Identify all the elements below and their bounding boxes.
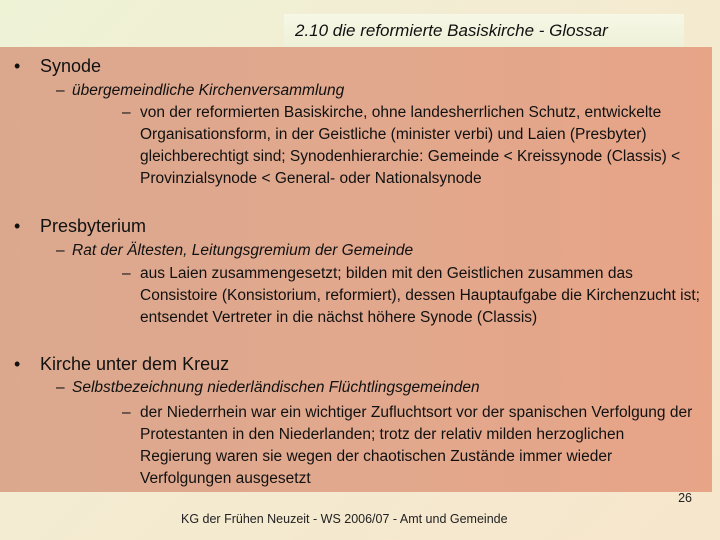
dash-icon: – (122, 265, 131, 282)
detail-kirche-unter-dem-kreuz (122, 402, 700, 490)
slide-footer: KG der Frühen Neuzeit - WS 2006/07 - Amt und Gemeinde (181, 512, 508, 526)
term-kirche-unter-dem-kreuz (14, 354, 230, 375)
detail-presbyterium (122, 263, 700, 329)
detail-text: der Niederrhein war ein wichtiger Zufluchtsort vor der spanischen Verfolgung der Protestanten in den Niederlanden; trotz der relativ milden herzoglichen Regierung waren sie wegen der chaotischen Zustände immer wieder Verfolgungen ausgesetzt (140, 404, 693, 487)
slide-title: 2.10 die reformierte Basiskirche - Glossar (295, 21, 608, 40)
dash-icon: – (56, 242, 65, 259)
term-synode (14, 56, 102, 77)
detail-text: von der reformierten Basiskirche, ohne landesherrlichen Schutz, entwickelte Organisationsform, in der Geistliche (minister verbi) und Laien (Presbyter) gleichberechtigt sind; Synodenhierarchie: Gemeinde < Kreissynode (Classis) < Provinzialsynode < General- oder Nationalsynode (140, 104, 681, 187)
term-label: Kirche unter dem Kreuz (40, 354, 230, 374)
term-presbyterium (14, 216, 147, 237)
definition-label: Selbstbezeichnung niederländischen Flüchtlingsgemeinden (72, 379, 480, 396)
definition-synode (56, 82, 345, 100)
content-area (0, 47, 712, 492)
page-number: 26 (678, 491, 692, 505)
dash-icon: – (56, 82, 65, 99)
dash-icon: – (56, 379, 65, 396)
title-box (284, 14, 684, 47)
bullet-icon: • (14, 56, 21, 76)
detail-synode (122, 102, 700, 190)
definition-kirche-unter-dem-kreuz (56, 379, 480, 397)
dash-icon: – (122, 104, 131, 121)
bullet-icon: • (14, 354, 21, 374)
detail-text: aus Laien zusammengesetzt; bilden mit den Geistlichen zusammen das Consistoire (Konsistorium, reformiert), dessen Hauptaufgabe die Kirchenzucht ist; entsendet Vertreter in die nächst höhere Synode (Classis) (140, 265, 700, 326)
term-label: Presbyterium (40, 216, 147, 236)
definition-label: übergemeindliche Kirchenversammlung (72, 82, 345, 99)
dash-icon: – (122, 404, 131, 421)
definition-presbyterium (56, 242, 414, 260)
bullet-icon: • (14, 216, 21, 236)
definition-label: Rat der Ältesten, Leitungsgremium der Gemeinde (72, 242, 414, 259)
term-label: Synode (40, 56, 102, 76)
